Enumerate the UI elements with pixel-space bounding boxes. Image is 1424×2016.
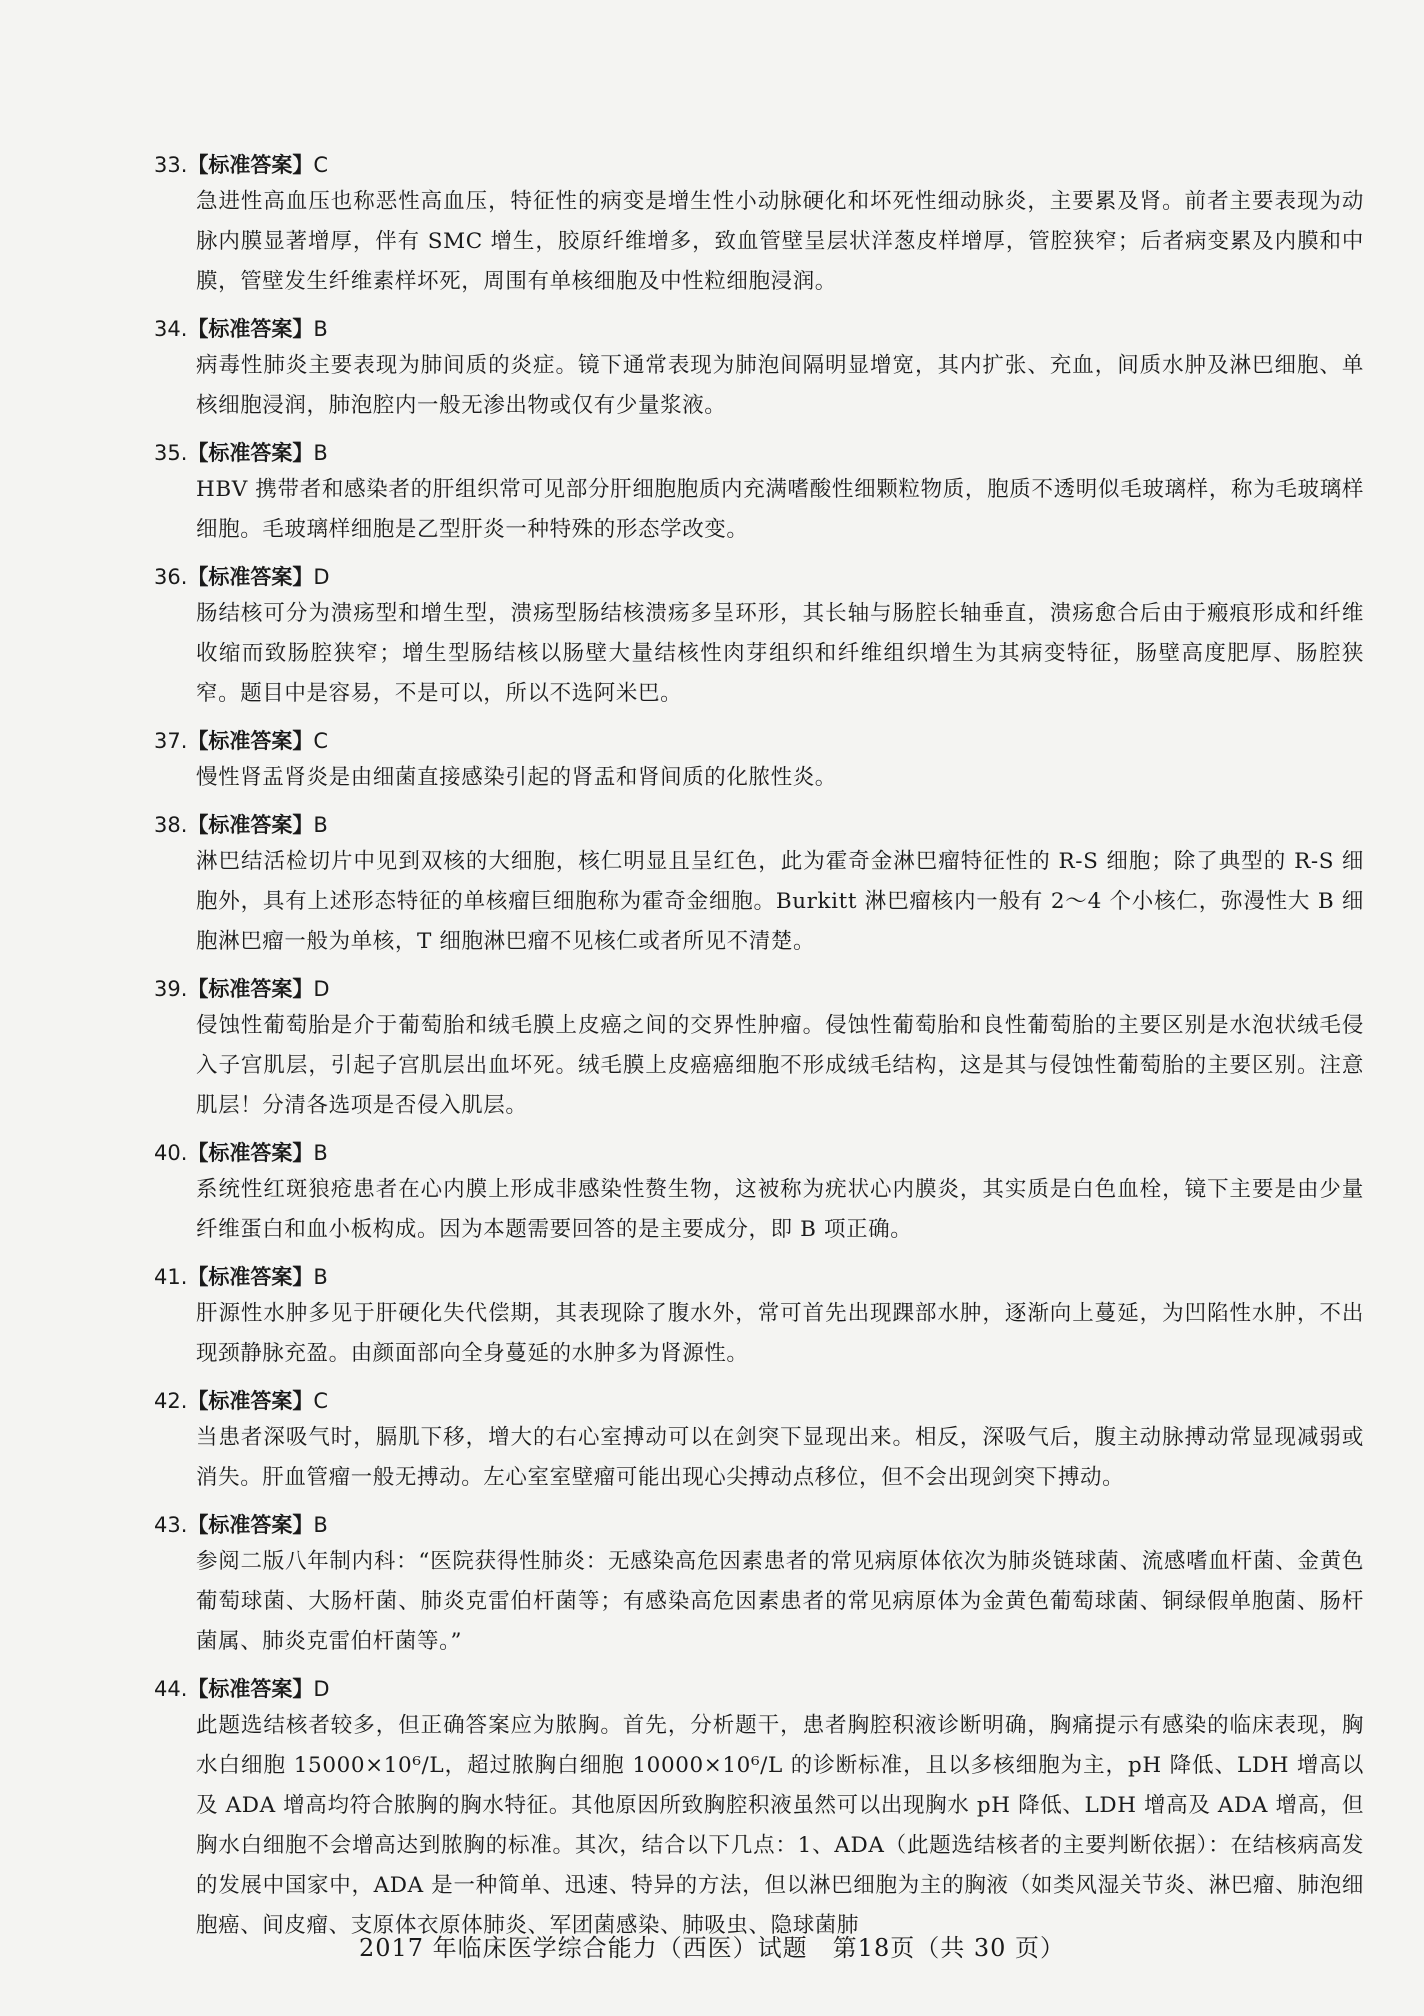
answer-letter: C xyxy=(313,729,329,753)
explanation-text: 系统性红斑狼疮患者在心内膜上形成非感染性赘生物，这被称为疣状心内膜炎，其实质是白色血栓，镜下主要是由少量纤维蛋白和血小板构成。因为本题需要回答的是主要成分，即 B 项正确。 xyxy=(196,1177,1364,1242)
explanation-text: 急进性高血压也称恶性高血压，特征性的病变是增生性小动脉硬化和坏死性细动脉炎，主要累及肾。前者主要表现为动脉内膜显著增厚，伴有 SMC 增生，胶原纤维增多，致血管壁呈层状洋葱皮样增厚，管腔狭窄；后者病变累及内膜和中膜，管壁发生纤维素样坏死，周围有单核细胞及中性粒细胞浸润。 xyxy=(196,189,1364,294)
answer-letter: B xyxy=(313,441,328,465)
answer-heading xyxy=(154,1260,1364,1294)
question-number: 41. xyxy=(154,1265,188,1289)
explanation-text: 当患者深吸气时，膈肌下移，增大的右心室搏动可以在剑突下显现出来。相反，深吸气后，腹主动脉搏动常显现减弱或消失。肝血管瘤一般无搏动。左心室室壁瘤可能出现心尖搏动点移位，但不会出现剑突下搏动。 xyxy=(196,1425,1364,1490)
question-number: 44. xyxy=(154,1677,188,1701)
explanation-text: 淋巴结活检切片中见到双核的大细胞，核仁明显且呈红色，此为霍奇金淋巴瘤特征性的 R-S 细胞；除了典型的 R-S 细胞外，具有上述形态特征的单核瘤巨细胞称为霍奇金细胞。Burkitt 淋巴瘤核内一般有 2～4 个小核仁，弥漫性大 B 细胞淋巴瘤一般为单核，T 细胞淋巴瘤不见核仁或者所见不清楚。 xyxy=(196,849,1364,954)
explanation-text: 病毒性肺炎主要表现为肺间质的炎症。镜下通常表现为肺泡间隔明显增宽，其内扩张、充血，间质水肿及淋巴细胞、单核细胞浸润，肺泡腔内一般无渗出物或仅有少量浆液。 xyxy=(196,353,1364,418)
question-number: 42. xyxy=(154,1389,188,1413)
answer-heading xyxy=(154,1508,1364,1542)
answer-letter: C xyxy=(313,1389,329,1413)
answer-item-38 xyxy=(154,808,1364,962)
question-number: 39. xyxy=(154,977,188,1001)
explanation-text: HBV 携带者和感染者的肝组织常可见部分肝细胞胞质内充满嗜酸性细颗粒物质，胞质不透明似毛玻璃样，称为毛玻璃样细胞。毛玻璃样细胞是乙型肝炎一种特殊的形态学改变。 xyxy=(196,477,1364,542)
answer-heading xyxy=(154,972,1364,1006)
answer-item-44 xyxy=(154,1672,1364,1946)
answer-list xyxy=(154,148,1364,1956)
explanation-text: 肠结核可分为溃疡型和增生型，溃疡型肠结核溃疡多呈环形，其长轴与肠腔长轴垂直，溃疡愈合后由于瘢痕形成和纤维收缩而致肠腔狭窄；增生型肠结核以肠壁大量结核性肉芽组织和纤维组织增生为其病变特征，肠壁高度肥厚、肠腔狭窄。题目中是容易，不是可以，所以不选阿米巴。 xyxy=(196,601,1364,706)
page-footer: 2017 年临床医学综合能力（西医）试题 第18页（共 30 页） xyxy=(358,1934,1066,1962)
answer-label: 【标准答案】 xyxy=(187,1388,314,1413)
answer-label: 【标准答案】 xyxy=(187,728,314,753)
answer-label: 【标准答案】 xyxy=(187,152,314,177)
answer-heading xyxy=(154,436,1364,470)
answer-item-37 xyxy=(154,724,1364,798)
answer-label: 【标准答案】 xyxy=(187,1512,314,1537)
answer-letter: D xyxy=(313,1677,330,1701)
answer-heading xyxy=(154,1672,1364,1706)
answer-letter: C xyxy=(313,153,329,177)
answer-item-36 xyxy=(154,560,1364,714)
answer-letter: B xyxy=(313,813,328,837)
question-number: 38. xyxy=(154,813,188,837)
question-number: 40. xyxy=(154,1141,188,1165)
question-number: 34. xyxy=(154,317,188,341)
question-number: 33. xyxy=(154,153,188,177)
answer-heading xyxy=(154,724,1364,758)
answer-item-35 xyxy=(154,436,1364,550)
answer-letter: B xyxy=(313,1265,328,1289)
answer-item-43 xyxy=(154,1508,1364,1662)
answer-item-33 xyxy=(154,148,1364,302)
answer-label: 【标准答案】 xyxy=(187,1676,314,1701)
answer-label: 【标准答案】 xyxy=(187,976,314,1001)
answer-label: 【标准答案】 xyxy=(187,316,314,341)
answer-item-34 xyxy=(154,312,1364,426)
question-number: 35. xyxy=(154,441,188,465)
explanation-text: 侵蚀性葡萄胎是介于葡萄胎和绒毛膜上皮癌之间的交界性肿瘤。侵蚀性葡萄胎和良性葡萄胎的主要区别是水泡状绒毛侵入子宫肌层，引起子宫肌层出血坏死。绒毛膜上皮癌癌细胞不形成绒毛结构，这是其与侵蚀性葡萄胎的主要区别。注意肌层！分清各选项是否侵入肌层。 xyxy=(196,1013,1364,1118)
answer-letter: B xyxy=(313,1513,328,1537)
answer-item-40 xyxy=(154,1136,1364,1250)
answer-label: 【标准答案】 xyxy=(187,1140,314,1165)
explanation-text: 此题选结核者较多，但正确答案应为脓胸。首先，分析题干，患者胸腔积液诊断明确，胸痛提示有感染的临床表现，胸水白细胞 15000×10⁶/L，超过脓胸白细胞 10000×10⁶/L 的诊断标准，且以多核细胞为主，pH 降低、LDH 增高以及 ADA 增高均符合脓胸的胸水特征。其他原因所致胸腔积液虽然可以出现胸水 pH 降低、LDH 增高及 ADA 增高，但胸水白细胞不会增高达到脓胸的标准。其次，结合以下几点：1、ADA（此题选结核者的主要判断依据）：在结核病高发的发展中国家中，ADA 是一种简单、迅速、特异的方法，但以淋巴细胞为主的胸液（如类风湿关节炎、淋巴瘤、肺泡细胞癌、间皮瘤、支原体衣原体肺炎、军团菌感染、肺吸虫、隐球菌肺 xyxy=(196,1713,1364,1938)
answer-letter: B xyxy=(313,1141,328,1165)
question-number: 36. xyxy=(154,565,188,589)
explanation-text: 肝源性水肿多见于肝硬化失代偿期，其表现除了腹水外，常可首先出现踝部水肿，逐渐向上蔓延，为凹陷性水肿，不出现颈静脉充盈。由颜面部向全身蔓延的水肿多为肾源性。 xyxy=(196,1301,1364,1366)
answer-heading xyxy=(154,1136,1364,1170)
answer-letter: D xyxy=(313,977,330,1001)
answer-label: 【标准答案】 xyxy=(187,564,314,589)
explanation-text: 慢性肾盂肾炎是由细菌直接感染引起的肾盂和肾间质的化脓性炎。 xyxy=(196,765,837,790)
answer-heading xyxy=(154,808,1364,842)
answer-heading xyxy=(154,1384,1364,1418)
answer-letter: D xyxy=(313,565,330,589)
answer-item-41 xyxy=(154,1260,1364,1374)
answer-label: 【标准答案】 xyxy=(187,812,314,837)
answer-label: 【标准答案】 xyxy=(187,1264,314,1289)
answer-heading xyxy=(154,560,1364,594)
answer-heading xyxy=(154,312,1364,346)
explanation-text: 参阅二版八年制内科：“医院获得性肺炎：无感染高危因素患者的常见病原体依次为肺炎链球菌、流感嗜血杆菌、金黄色葡萄球菌、大肠杆菌、肺炎克雷伯杆菌等；有感染高危因素患者的常见病原体为金黄色葡萄球菌、铜绿假单胞菌、肠杆菌属、肺炎克雷伯杆菌等。” xyxy=(196,1549,1364,1654)
answer-item-42 xyxy=(154,1384,1364,1498)
answer-letter: B xyxy=(313,317,328,341)
answer-item-39 xyxy=(154,972,1364,1126)
answer-label: 【标准答案】 xyxy=(187,440,314,465)
question-number: 37. xyxy=(154,729,188,753)
answer-heading xyxy=(154,148,1364,182)
question-number: 43. xyxy=(154,1513,188,1537)
